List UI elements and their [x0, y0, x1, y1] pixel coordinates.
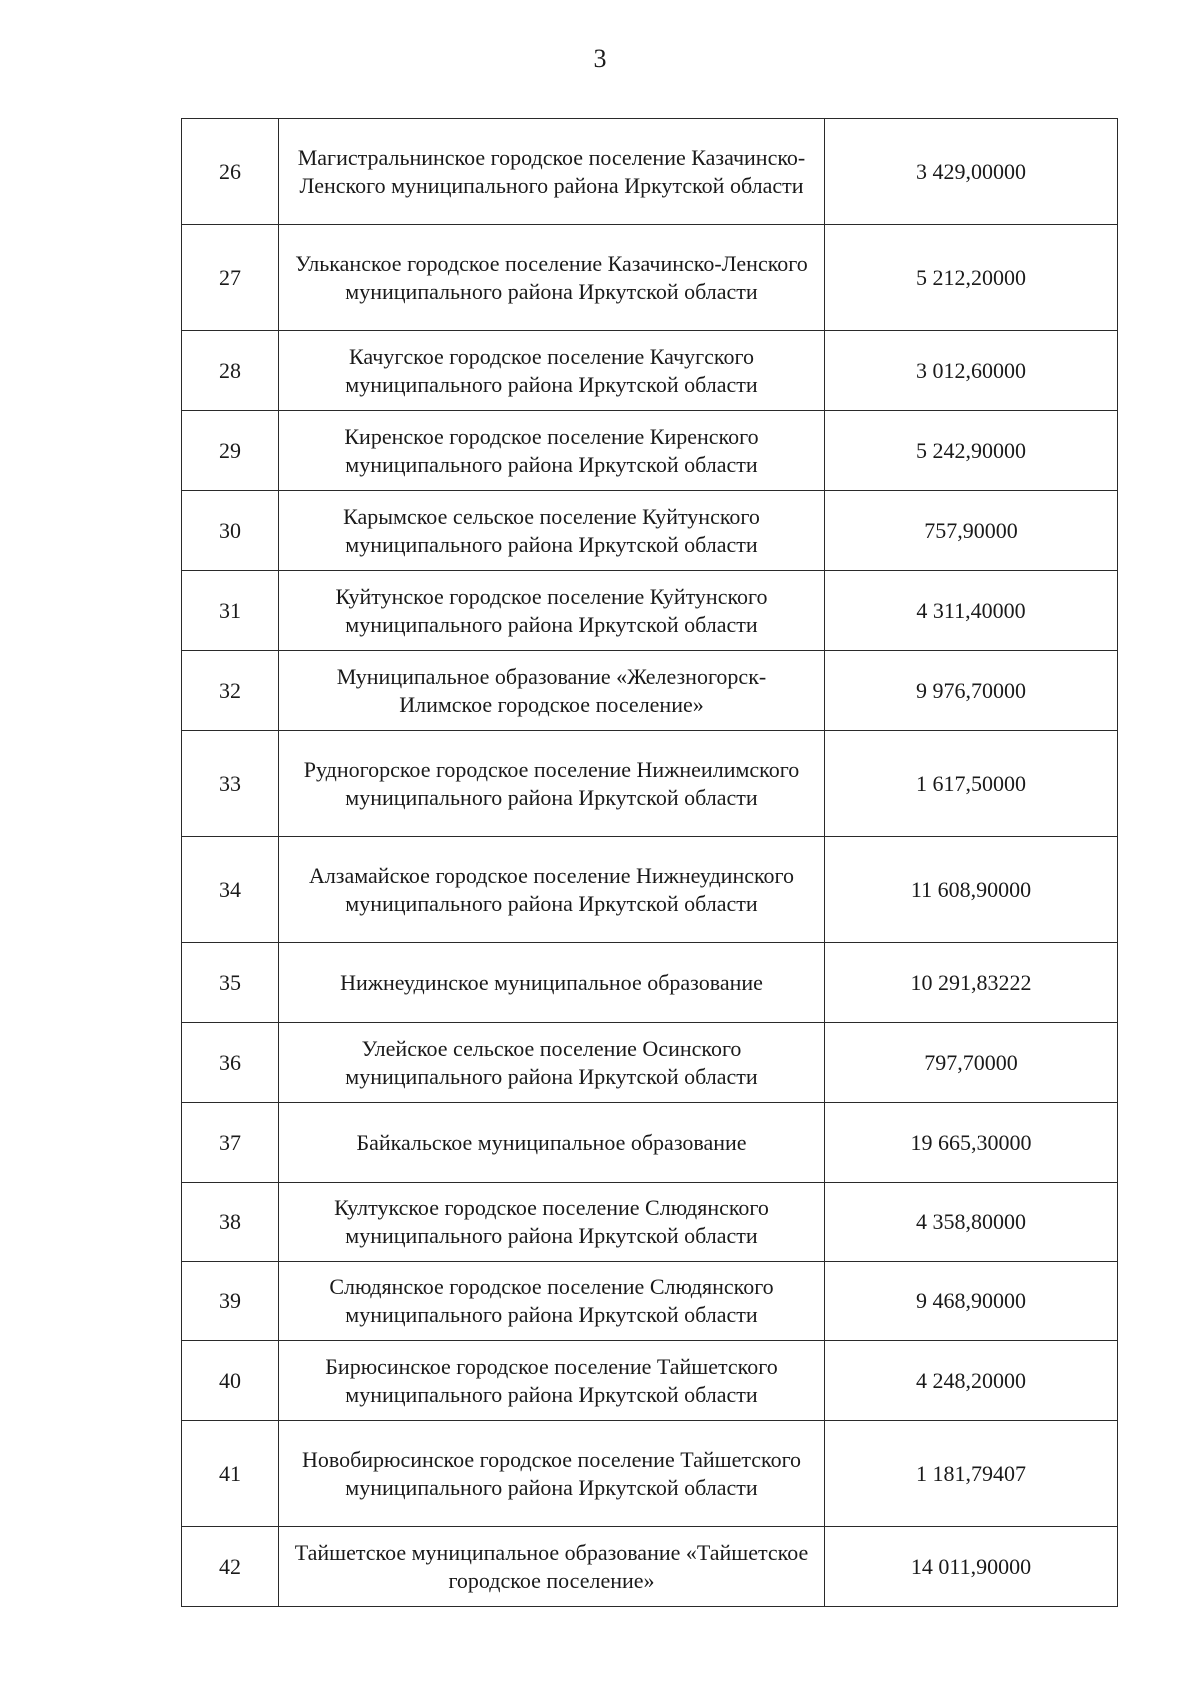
- table-row: [182, 1023, 1118, 1103]
- row-number: 34: [182, 837, 279, 943]
- row-number: 37: [182, 1103, 279, 1183]
- table-row: [182, 1262, 1118, 1341]
- municipality-name: Тайшетское муниципальное образование «Тайшетское городское поселение»: [279, 1527, 825, 1607]
- allocation-table-body: [182, 119, 1118, 1607]
- amount-value: 11 608,90000: [825, 837, 1118, 943]
- municipality-name: Алзамайское городское поселение Нижнеудинского муниципального района Иркутской области: [279, 837, 825, 943]
- row-number: 30: [182, 491, 279, 571]
- table-row: [182, 731, 1118, 837]
- row-number: 38: [182, 1183, 279, 1262]
- municipality-name: Магистральнинское городское поселение Казачинско-Ленского муниципального района Иркутской области: [279, 119, 825, 225]
- row-number: 31: [182, 571, 279, 651]
- row-number: 28: [182, 331, 279, 411]
- municipality-name: Ульканское городское поселение Казачинско-Ленского муниципального района Иркутской области: [279, 225, 825, 331]
- table-row: [182, 1103, 1118, 1183]
- page-number: 3: [593, 44, 607, 73]
- row-number: 33: [182, 731, 279, 837]
- table-row: [182, 1183, 1118, 1262]
- amount-value: 5 242,90000: [825, 411, 1118, 491]
- amount-value: 19 665,30000: [825, 1103, 1118, 1183]
- amount-value: 5 212,20000: [825, 225, 1118, 331]
- amount-value: 14 011,90000: [825, 1527, 1118, 1607]
- table-row: [182, 1341, 1118, 1421]
- table-row: [182, 411, 1118, 491]
- municipality-name: Муниципальное образование «Железногорск-Илимское городское поселение»: [279, 651, 825, 731]
- amount-value: 757,90000: [825, 491, 1118, 571]
- amount-value: 4 358,80000: [825, 1183, 1118, 1262]
- table-row: [182, 331, 1118, 411]
- municipality-name: Култукское городское поселение Слюдянского муниципального района Иркутской области: [279, 1183, 825, 1262]
- municipality-name: Карымское сельское поселение Куйтунского муниципального района Иркутской области: [279, 491, 825, 571]
- row-number: 35: [182, 943, 279, 1023]
- municipality-name: Куйтунское городское поселение Куйтунского муниципального района Иркутской области: [279, 571, 825, 651]
- amount-value: 3 012,60000: [825, 331, 1118, 411]
- table-row: [182, 571, 1118, 651]
- municipality-name: Нижнеудинское муниципальное образование: [279, 943, 825, 1023]
- amount-value: 797,70000: [825, 1023, 1118, 1103]
- municipality-name: Слюдянское городское поселение Слюдянского муниципального района Иркутской области: [279, 1262, 825, 1341]
- table-row: [182, 837, 1118, 943]
- amount-value: 4 248,20000: [825, 1341, 1118, 1421]
- municipality-name: Улейское сельское поселение Осинского муниципального района Иркутской области: [279, 1023, 825, 1103]
- row-number: 42: [182, 1527, 279, 1607]
- row-number: 39: [182, 1262, 279, 1341]
- municipality-name: Бирюсинское городское поселение Тайшетского муниципального района Иркутской области: [279, 1341, 825, 1421]
- amount-value: 9 976,70000: [825, 651, 1118, 731]
- row-number: 27: [182, 225, 279, 331]
- table-row: [182, 1421, 1118, 1527]
- table-row: [182, 943, 1118, 1023]
- row-number: 40: [182, 1341, 279, 1421]
- municipality-name: Новобирюсинское городское поселение Тайшетского муниципального района Иркутской области: [279, 1421, 825, 1527]
- table-row: [182, 651, 1118, 731]
- municipality-name: Качугское городское поселение Качугского муниципального района Иркутской области: [279, 331, 825, 411]
- amount-value: 4 311,40000: [825, 571, 1118, 651]
- amount-value: 10 291,83222: [825, 943, 1118, 1023]
- amount-value: 1 617,50000: [825, 731, 1118, 837]
- row-number: 36: [182, 1023, 279, 1103]
- table-row: [182, 119, 1118, 225]
- table-row: [182, 491, 1118, 571]
- table-row: [182, 1527, 1118, 1607]
- amount-value: 1 181,79407: [825, 1421, 1118, 1527]
- row-number: 32: [182, 651, 279, 731]
- amount-value: 3 429,00000: [825, 119, 1118, 225]
- municipality-name: Байкальское муниципальное образование: [279, 1103, 825, 1183]
- municipality-name: Рудногорское городское поселение Нижнеилимского муниципального района Иркутской области: [279, 731, 825, 837]
- row-number: 29: [182, 411, 279, 491]
- row-number: 26: [182, 119, 279, 225]
- table-row: [182, 225, 1118, 331]
- amount-value: 9 468,90000: [825, 1262, 1118, 1341]
- municipality-name: Киренское городское поселение Киренского муниципального района Иркутской области: [279, 411, 825, 491]
- allocation-table: [181, 118, 1118, 1607]
- row-number: 41: [182, 1421, 279, 1527]
